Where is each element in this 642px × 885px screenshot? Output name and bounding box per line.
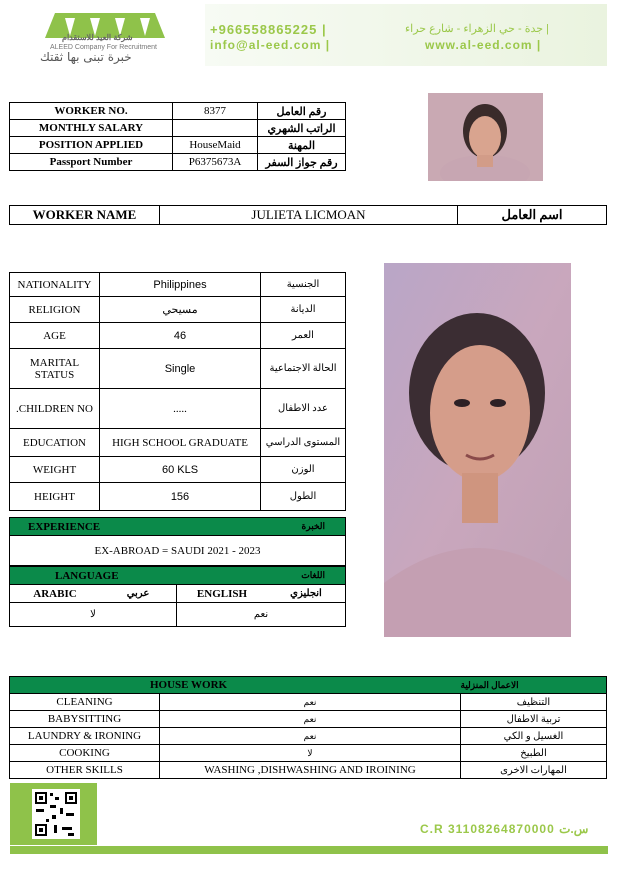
house-work-title-en: HOUSE WORK <box>10 677 461 694</box>
language-arabic-en: ARABIC <box>10 585 101 603</box>
company-slogan: خبرة تبنى بها ثقتك <box>40 50 132 64</box>
house-work-row <box>10 711 607 728</box>
experience-label-en: EXPERIENCE <box>10 518 236 536</box>
house-work-label-ar: المهارات الاخرى <box>461 762 607 779</box>
detail-row <box>10 297 346 323</box>
house-work-value: نعم <box>160 694 461 711</box>
detail-value: Single <box>100 349 261 389</box>
house-work-label-en: LAUNDRY & IRONING <box>10 728 160 745</box>
detail-label-en: EDUCATION <box>10 429 100 457</box>
detail-value: Philippines <box>100 273 261 297</box>
detail-label-en: WEIGHT <box>10 457 100 483</box>
detail-value: ..... <box>100 389 261 429</box>
worker-name-label-en: WORKER NAME <box>10 206 160 225</box>
experience-row <box>10 536 346 566</box>
language-english-value: نعم <box>177 603 346 627</box>
house-work-row <box>10 694 607 711</box>
info-label-ar: المهنة <box>258 137 346 154</box>
language-names-row <box>10 585 346 603</box>
detail-label-ar: المستوى الدراسي <box>261 429 346 457</box>
language-table <box>9 566 346 627</box>
worker-details-table <box>9 272 346 511</box>
detail-value: HIGH SCHOOL GRADUATE <box>100 429 261 457</box>
house-work-label-en: OTHER SKILLS <box>10 762 160 779</box>
info-label-ar: الراتب الشهري <box>258 120 346 137</box>
house-work-value: WASHING ,DISHWASHING AND IROINING <box>160 762 461 779</box>
experience-value: EX-ABROAD = SAUDI 2021 - 2023 <box>10 536 346 566</box>
info-value: HouseMaid <box>173 137 258 154</box>
detail-value: 46 <box>100 323 261 349</box>
detail-value: 60 KLS <box>100 457 261 483</box>
detail-label-ar: الديانة <box>261 297 346 323</box>
detail-row <box>10 323 346 349</box>
commercial-registration: C.R 31108264870000 س.ت <box>420 822 589 836</box>
company-name-en: ALEED Company For Recruitment <box>50 44 157 51</box>
header-address: جدة - حي الزهراء - شارع حراء | <box>405 23 550 35</box>
info-value: P6375673A <box>173 154 258 171</box>
house-work-label-en: COOKING <box>10 745 160 762</box>
detail-label-ar: الحالة الاجتماعية <box>261 349 346 389</box>
info-label-en: POSITION APPLIED <box>10 137 173 154</box>
language-header <box>10 567 346 585</box>
detail-row <box>10 273 346 297</box>
detail-label-en: MARITAL STATUS <box>10 349 100 389</box>
house-work-title-ar: الاعمال المنزلية <box>461 677 607 694</box>
detail-label-en: RELIGION <box>10 297 100 323</box>
experience-table <box>9 517 346 566</box>
worker-info-table <box>9 102 346 171</box>
worker-name-label-ar: اسم العامل <box>458 206 607 225</box>
language-english-ar: انجليزي <box>267 585 346 603</box>
house-work-row <box>10 745 607 762</box>
house-work-value: لا <box>160 745 461 762</box>
house-work-label-ar: الطبيخ <box>461 745 607 762</box>
detail-value: مسيحي <box>100 297 261 323</box>
header-email: info@al-eed.com | <box>210 38 331 52</box>
detail-label-ar: العمر <box>261 323 346 349</box>
qr-code <box>10 783 97 845</box>
info-row <box>10 137 346 154</box>
detail-label-en: HEIGHT <box>10 483 100 511</box>
info-label-en: MONTHLY SALARY <box>10 120 173 137</box>
house-work-row <box>10 728 607 745</box>
info-label-ar: رقم العامل <box>258 103 346 120</box>
detail-row <box>10 429 346 457</box>
info-label-ar: رقم جواز السفر <box>258 154 346 171</box>
language-label-en: LANGUAGE <box>10 567 177 585</box>
info-value <box>173 120 258 137</box>
house-work-label-ar: تربية الاطفال <box>461 711 607 728</box>
info-row <box>10 154 346 171</box>
header-website: www.al-eed.com | <box>425 38 542 52</box>
house-work-value: نعم <box>160 728 461 745</box>
house-work-label-ar: التنظيف <box>461 694 607 711</box>
house-work-table <box>9 676 607 779</box>
info-row <box>10 120 346 137</box>
language-arabic-value: لا <box>10 603 177 627</box>
house-work-row <box>10 762 607 779</box>
detail-row <box>10 389 346 429</box>
detail-label-ar: عدد الاطفال <box>261 389 346 429</box>
detail-label-ar: الطول <box>261 483 346 511</box>
detail-row <box>10 483 346 511</box>
info-label-en: WORKER NO. <box>10 103 173 120</box>
house-work-header <box>10 677 607 694</box>
detail-label-ar: الوزن <box>261 457 346 483</box>
header-phone: +966558865225 | <box>210 22 327 37</box>
language-arabic-ar: عربي <box>100 585 177 603</box>
company-name-ar: شركة العيد للاستقدام <box>62 33 133 42</box>
experience-header <box>10 518 346 536</box>
house-work-label-ar: الغسيل و الكي <box>461 728 607 745</box>
info-label-en: Passport Number <box>10 154 173 171</box>
footer-bar <box>10 846 608 854</box>
detail-label-en: NATIONALITY <box>10 273 100 297</box>
detail-row <box>10 457 346 483</box>
worker-name-table <box>9 205 607 225</box>
language-english-en: ENGLISH <box>177 585 268 603</box>
house-work-value: نعم <box>160 711 461 728</box>
detail-value: 156 <box>100 483 261 511</box>
experience-label-ar: الخبرة <box>236 518 346 536</box>
info-row <box>10 103 346 120</box>
house-work-label-en: BABYSITTING <box>10 711 160 728</box>
language-values-row <box>10 603 346 627</box>
info-value: 8377 <box>173 103 258 120</box>
worker-photo-large <box>384 263 571 637</box>
detail-row <box>10 349 346 389</box>
worker-photo-small <box>428 93 543 181</box>
detail-label-en: AGE <box>10 323 100 349</box>
detail-label-ar: الجنسية <box>261 273 346 297</box>
worker-name-value: JULIETA LICMOAN <box>160 206 458 225</box>
house-work-label-en: CLEANING <box>10 694 160 711</box>
detail-label-en: .CHILDREN NO <box>10 389 100 429</box>
language-label-ar: اللغات <box>177 567 346 585</box>
